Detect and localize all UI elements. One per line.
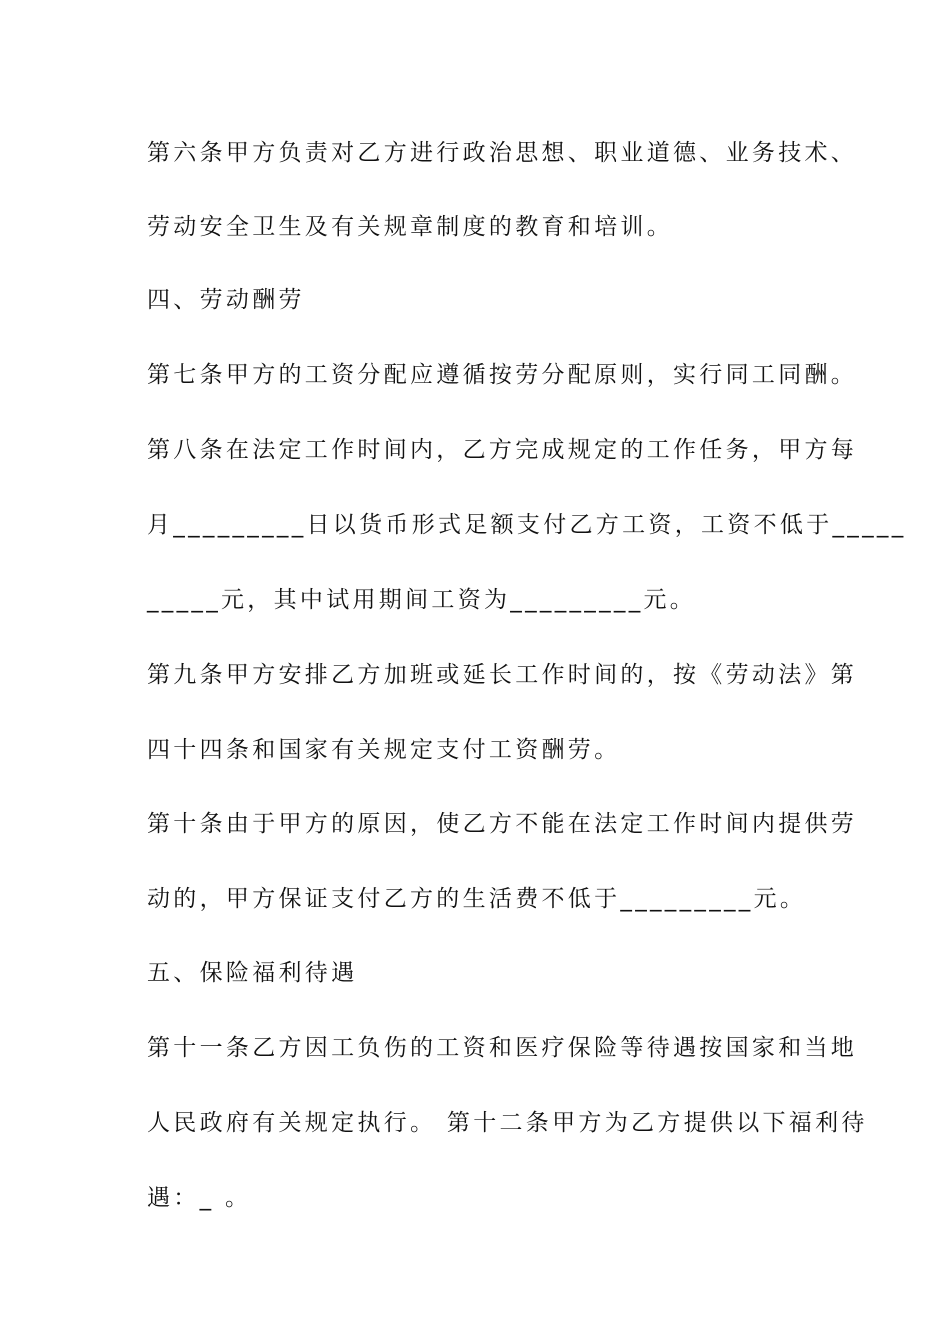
text-line: 第九条甲方安排乙方加班或延长工作时间的，按《劳动法》第: [147, 662, 858, 688]
text-line: 动的，甲方保证支付乙方的生活费不低于_________元。: [147, 886, 807, 912]
text-line: 第十一条乙方因工负伤的工资和医疗保险等待遇按国家和当地: [147, 1035, 858, 1061]
text-line: 第六条甲方负责对乙方进行政治思想、职业道德、业务技术、: [147, 140, 858, 166]
section-heading: 四、劳动酬劳: [147, 287, 305, 313]
text-line: 人民政府有关规定执行。 第十二条甲方为乙方提供以下福利待: [147, 1110, 868, 1136]
text-line: 第八条在法定工作时间内，乙方完成规定的工作任务，甲方每: [147, 437, 858, 463]
text-line: 第七条甲方的工资分配应遵循按劳分配原则，实行同工同酬。: [147, 362, 858, 388]
text-line: 劳动安全卫生及有关规章制度的教育和培训。: [147, 214, 673, 240]
text-line: 遇：_ 。: [147, 1185, 252, 1211]
section-heading: 五、保险福利待遇: [147, 960, 358, 986]
text-line: 四十四条和国家有关规定支付工资酬劳。: [147, 737, 621, 763]
text-line: 月_________日以货币形式足额支付乙方工资，工资不低于_____: [147, 512, 907, 538]
text-line: 第十条由于甲方的原因，使乙方不能在法定工作时间内提供劳: [147, 811, 858, 837]
text-line: _____元，其中试用期间工资为_________元。: [147, 587, 697, 613]
